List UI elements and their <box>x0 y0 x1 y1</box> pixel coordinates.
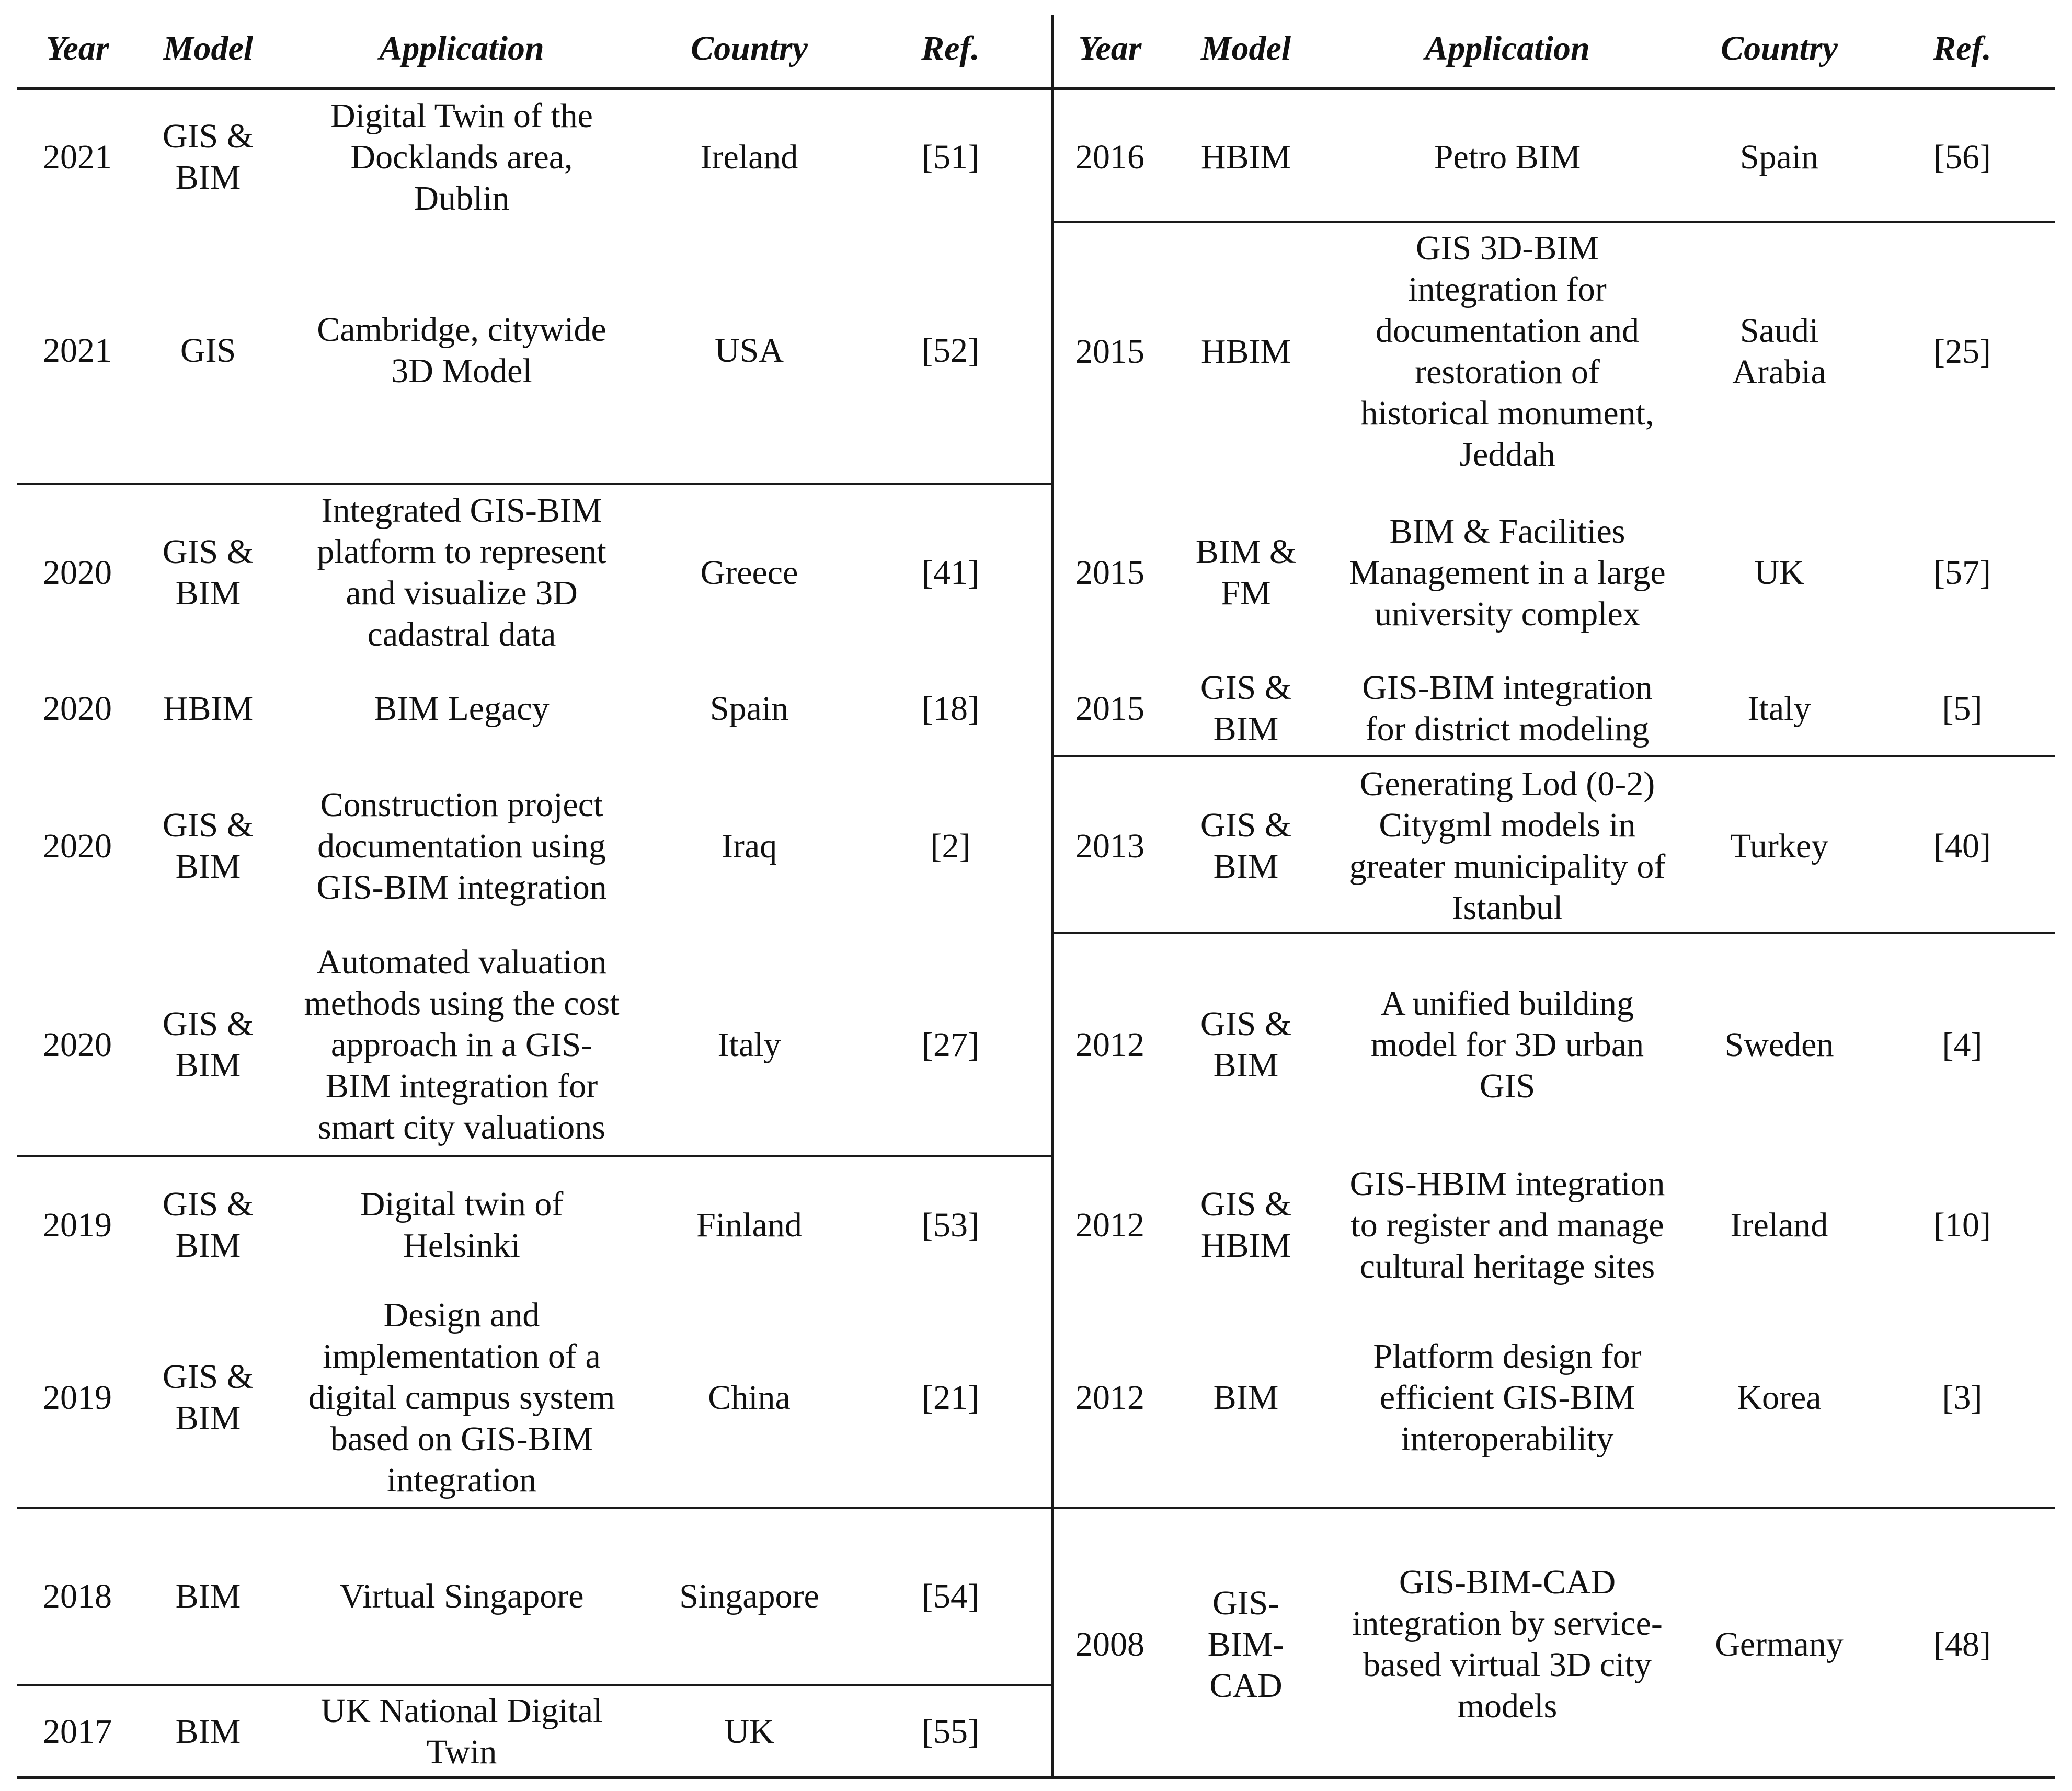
right-row-1-model: HBIM <box>1200 137 1291 176</box>
right-row-3-application: BIM & Facilities Management in a large university complex <box>1349 512 1666 633</box>
left-row-2-model: GIS <box>180 331 236 370</box>
right-row-4-ref: [5] <box>1942 689 1983 728</box>
left-row-7-year: 2019 <box>43 1206 112 1244</box>
left-row-2-ref: [52] <box>922 331 979 370</box>
right-row-9-ref: [48] <box>1933 1625 1991 1663</box>
left-row-6-model: GIS & BIM <box>162 1005 254 1084</box>
right-row-4-model: GIS & BIM <box>1200 669 1292 748</box>
left-row-4-model: HBIM <box>163 689 254 728</box>
left-row-3-year: 2020 <box>43 553 112 592</box>
right-row-1-ref: [56] <box>1933 137 1991 176</box>
left-row-4-application: BIM Legacy <box>374 689 550 728</box>
right-row-7-ref: [10] <box>1933 1206 1991 1244</box>
right-row-7-country: Ireland <box>1730 1206 1828 1244</box>
left-row-6-year: 2020 <box>43 1025 112 1064</box>
header-country: Country <box>1721 29 1838 67</box>
left-row-8-country: China <box>708 1378 791 1417</box>
left-row-10-ref: [55] <box>922 1712 979 1751</box>
left-row-10-model: BIM <box>175 1712 241 1751</box>
right-row-9-application: GIS-BIM-CAD integration by service- based virtual 3D city models <box>1352 1563 1663 1725</box>
right-row-9-year: 2008 <box>1075 1625 1144 1663</box>
right-row-7-model: GIS & HBIM <box>1200 1185 1292 1265</box>
left-row-7-country: Finland <box>696 1206 802 1244</box>
right-row-8-country: Korea <box>1737 1378 1822 1417</box>
left-row-9-country: Singapore <box>679 1577 819 1615</box>
header-model: Model <box>1200 29 1291 67</box>
left-row-7-model: GIS & BIM <box>162 1185 254 1265</box>
right-row-5-ref: [40] <box>1933 826 1991 865</box>
left-row-5-year: 2020 <box>43 826 112 865</box>
left-row-5-country: Iraq <box>721 826 777 865</box>
left-row-7-ref: [53] <box>922 1206 979 1244</box>
left-row-3-ref: [41] <box>922 553 979 592</box>
right-row-6-application: A unified building model for 3D urban GIS <box>1370 984 1644 1105</box>
header-ref: Ref. <box>1933 29 1991 67</box>
right-row-2-country: Saudi Arabia <box>1732 312 1826 391</box>
left-row-8-application: Design and implementation of a digital campus system based on GIS-BIM integration <box>308 1295 615 1499</box>
left-row-5-ref: [2] <box>930 826 971 865</box>
right-row-2-model: HBIM <box>1200 332 1291 371</box>
right-row-4-application: GIS-BIM integration for district modeling <box>1362 669 1653 748</box>
right-row-6-ref: [4] <box>1942 1025 1983 1064</box>
right-row-5-model: GIS & BIM <box>1200 806 1292 886</box>
header-model: Model <box>163 29 254 67</box>
right-row-2-ref: [25] <box>1933 332 1991 371</box>
left-row-3-country: Greece <box>700 553 798 592</box>
left-row-6-application: Automated valuation methods using the cost approach in a GIS- BIM integration for smart city valuations <box>304 943 620 1146</box>
left-row-8-model: GIS & BIM <box>162 1358 254 1437</box>
left-row-9-application: Virtual Singapore <box>339 1577 584 1615</box>
left-row-10-year: 2017 <box>43 1712 112 1751</box>
header-country: Country <box>691 29 808 67</box>
left-row-1-ref: [51] <box>922 137 979 176</box>
header-year: Year <box>1078 29 1142 67</box>
right-row-1-country: Spain <box>1739 137 1819 176</box>
right-row-8-year: 2012 <box>1075 1378 1144 1417</box>
left-row-9-year: 2018 <box>43 1577 112 1615</box>
left-row-3-application: Integrated GIS-BIM platform to represent and visualize 3D cadastral data <box>317 491 606 653</box>
left-row-1-year: 2021 <box>43 137 112 176</box>
left-row-1-country: Ireland <box>700 137 798 176</box>
left-row-7-application: Digital twin of Helsinki <box>360 1185 564 1265</box>
right-row-3-country: UK <box>1754 553 1804 592</box>
left-row-9-model: BIM <box>175 1577 241 1615</box>
right-row-4-year: 2015 <box>1075 689 1144 728</box>
right-row-6-country: Sweden <box>1724 1025 1834 1064</box>
right-row-8-application: Platform design for efficient GIS-BIM interoperability <box>1373 1337 1642 1458</box>
right-row-2-year: 2015 <box>1075 332 1144 371</box>
right-row-7-application: GIS-HBIM integration to register and manage cultural heritage sites <box>1349 1164 1665 1285</box>
right-row-8-ref: [3] <box>1942 1378 1983 1417</box>
left-row-4-ref: [18] <box>922 689 979 728</box>
right-row-3-year: 2015 <box>1075 553 1144 592</box>
left-row-1-model: GIS & BIM <box>162 117 254 197</box>
header-application: Application <box>1425 29 1590 67</box>
left-row-9-ref: [54] <box>922 1577 979 1615</box>
right-row-3-model: BIM & FM <box>1195 533 1297 612</box>
left-row-1-application: Digital Twin of the Docklands area, Dublin <box>330 96 593 217</box>
right-row-6-model: GIS & BIM <box>1200 1005 1292 1084</box>
right-row-9-country: Germany <box>1715 1625 1844 1663</box>
right-row-7-year: 2012 <box>1075 1206 1144 1244</box>
left-row-8-ref: [21] <box>922 1378 979 1417</box>
left-row-2-country: USA <box>714 331 784 370</box>
left-row-10-application: UK National Digital Twin <box>320 1692 603 1771</box>
header-ref: Ref. <box>921 29 980 67</box>
left-row-2-application: Cambridge, citywide 3D Model <box>317 311 606 390</box>
right-row-1-application: Petro BIM <box>1434 137 1581 176</box>
right-row-5-year: 2013 <box>1075 826 1144 865</box>
right-row-2-application: GIS 3D-BIM integration for documentation and restoration of historical monument, Jeddah <box>1360 229 1654 474</box>
right-row-5-country: Turkey <box>1730 826 1829 865</box>
header-application: Application <box>379 29 544 67</box>
left-row-4-year: 2020 <box>43 689 112 728</box>
right-row-4-country: Italy <box>1747 689 1811 728</box>
left-row-10-country: UK <box>724 1712 774 1751</box>
left-row-8-year: 2019 <box>43 1378 112 1417</box>
left-row-3-model: GIS & BIM <box>162 533 254 612</box>
header-year: Year <box>45 29 109 67</box>
right-row-3-ref: [57] <box>1933 553 1991 592</box>
left-row-6-country: Italy <box>717 1025 781 1064</box>
right-row-9-model: GIS- BIM- CAD <box>1207 1583 1285 1705</box>
left-row-6-ref: [27] <box>922 1025 979 1064</box>
right-row-1-year: 2016 <box>1075 137 1144 176</box>
right-row-6-year: 2012 <box>1075 1025 1144 1064</box>
left-row-5-model: GIS & BIM <box>162 806 254 886</box>
right-row-5-application: Generating Lod (0-2) Citygml models in greater municipality of Istanbul <box>1349 765 1666 927</box>
right-row-8-model: BIM <box>1213 1378 1279 1417</box>
left-row-4-country: Spain <box>709 689 789 728</box>
left-row-2-year: 2021 <box>43 331 112 370</box>
left-row-5-application: Construction project documentation using GIS-BIM integration <box>316 785 607 906</box>
